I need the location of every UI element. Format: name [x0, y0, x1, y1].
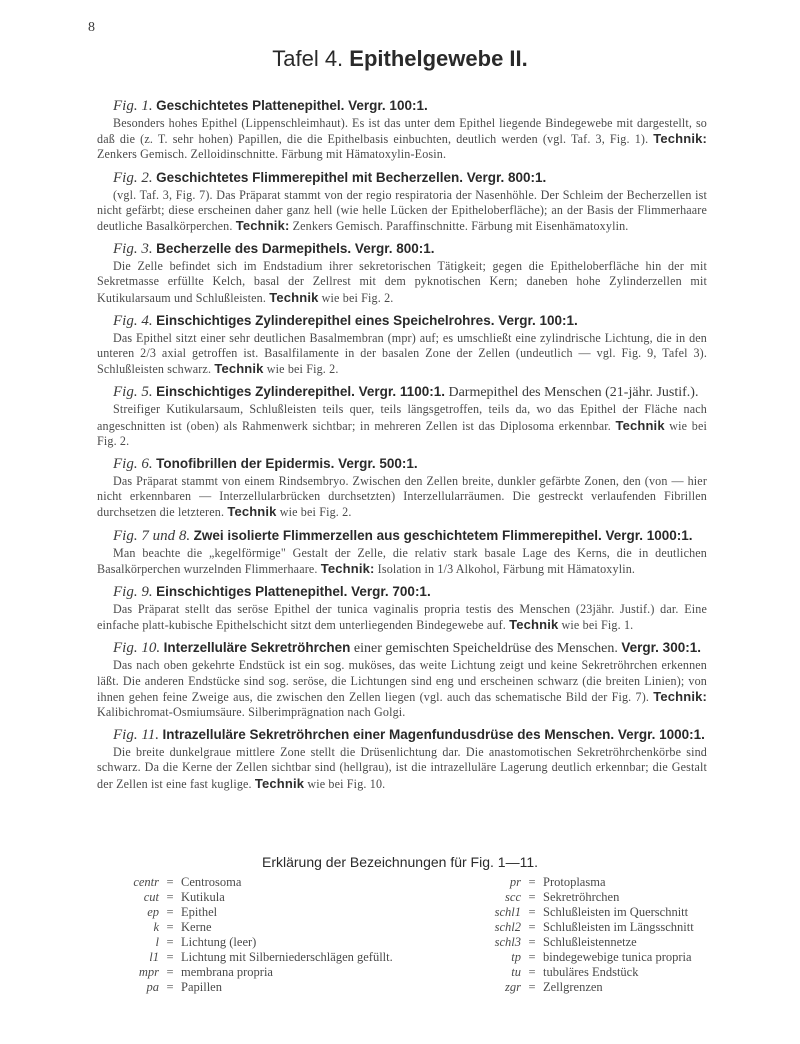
figure-descriptions: [97, 97, 707, 798]
legend-item: l1 = Lichtung mit Silberniederschlägen gefüllt.: [149, 950, 393, 964]
entry-fig-10: [97, 639, 707, 720]
entry-fig-11: [97, 726, 707, 792]
entry-heading: Fig. 2. Geschichtetes Flimmerepithel mit Becherzellen. Vergr. 800:1.: [113, 169, 547, 186]
entry-text: Das Präparat stammt von einem Rindsembryo. Zwischen den Zellen breite, dunkler gefärbte Zonen, den (von — hier nicht erkennbaren — Interzellularbrücken durchsetzten) Interzellularräumen. Die gestreckt verlaufenden Fibrillen durchsetzen die letzteren. Technik wie bei Fig. 2.: [97, 474, 707, 520]
entry-text: Das nach oben gekehrte Endstück ist ein sog. muköses, das weite Lichtung zeigt und keine Sekretröhrchen erkennen läßt. Die anderen Endstücke sind sog. seröse, die Lichtungen sind eng und erscheinen schwarz (die breiten Linien); von ihnen gehen feine Zweige aus, die zwischen den Zellen liegen (vgl. auch das schematische Bild der Fig. 7). Technik: Kalibichromat-Osmiumsäure. Silberimprägnation nach Golgi.: [97, 658, 707, 720]
entry-heading: Fig. 1. Geschichtetes Plattenepithel. Vergr. 100:1.: [113, 98, 428, 114]
entry-fig-7-8: [97, 527, 707, 577]
legend-item: zgr = Zellgrenzen: [505, 980, 603, 994]
entry-heading: Fig. 5. Einschichtiges Zylinderepithel. Vergr. 1100:1. Darmepithel des Menschen (21-jähr. Justif.).: [113, 384, 699, 401]
entry-fig-2: [97, 169, 707, 235]
entry-text: Man beachte die „kegelförmige" Gestalt der Zelle, die relativ stark basale Lage des Kerns, die in deutlichen Basalkörperchen wurzelnden Flimmerhaare. Technik: Isolation in 1/3 Alkohol, Färbung mit Hämatoxylin.: [97, 545, 707, 576]
entry-text: Besonders hohes Epithel (Lippenschleimhaut). Es ist das unter dem Epithel liegende Bindegewebe mit dargestellt, so daß die (z. T. sehr hohen) Papillen, die die Epithelbasis einbuchten, deutlich werden (vgl. Taf. 3, Fig. 1). Technik: Zenkers Gemisch. Zelloidinschnitte. Färbung mit Hämatoxylin-Eosin.: [97, 116, 707, 162]
legend-item: schl3 = Schlußleistennetze: [494, 935, 637, 949]
entry-fig-1: [97, 97, 707, 163]
page-number: 8: [88, 20, 95, 35]
entry-heading: Fig. 10. Interzelluläre Sekretröhrchen einer gemischten Speicheldrüse des Menschen. Vergr. 300:1.: [113, 640, 701, 657]
legend-item: tu = tubuläres Endstück: [511, 965, 639, 979]
entry-fig-4: [97, 312, 707, 378]
entry-text: Das Präparat stellt das seröse Epithel der tunica vaginalis propria testis des Menschen (23jähr. Justif.) dar. Eine einfache platt-kubische Epithelschicht sitzt dem unterliegenden Bindegewebe auf. Technik wie bei Fig. 1.: [97, 602, 707, 633]
entry-heading: Fig. 3. Becherzelle des Darmepithels. Vergr. 800:1.: [113, 241, 435, 258]
entry-text: Die Zelle befindet sich im Endstadium ihrer sekretorischen Tätigkeit; gegen die Epitheloberfläche hin der mit Sekretmasse erfüllte Kelch, basal der Zellrest mit dem pyknotischen Kern; daneben hohe Zylinderzellen mit Kutikularsaum und Schlußleisten. Technik wie bei Fig. 2.: [97, 259, 707, 305]
legend-item: tp = bindegewebige tunica propria: [511, 950, 692, 964]
entry-heading: Fig. 11. Intrazelluläre Sekretröhrchen einer Magenfundusdrüse des Menschen. Vergr. 1000:1.: [113, 727, 705, 744]
legend-title: Erklärung der Bezeichnungen für Fig. 1—11.: [261, 854, 538, 870]
entry-fig-6: [97, 455, 707, 521]
entry-text: Die breite dunkelgraue mittlere Zone stellt die Drüsenlichtung dar. Die anastomotischen Sekretröhrchenkörbe sind schwarz. Da die Kerne der Zellen sichtbar sind (hellgrau), ist die intrazelluläre Lagerung deutlich erkennbar; die Gestalt der Zellen ist eine fast kuglige. Technik wie bei Fig. 10.: [97, 745, 707, 791]
legend-item: k = Kerne: [153, 920, 212, 934]
legend-item: schl1 = Schlußleisten im Querschnitt: [494, 905, 689, 919]
legend-item: pr = Protoplasma: [509, 875, 606, 889]
entry-heading: Fig. 4. Einschichtiges Zylinderepithel eines Speichelrohres. Vergr. 100:1.: [113, 312, 578, 329]
legend-item: pa = Papillen: [146, 980, 222, 994]
legend-item: schl2 = Schlußleisten im Längsschnitt: [494, 920, 694, 934]
legend-item: l = Lichtung (leer): [155, 935, 257, 949]
legend-item: centr = Centrosoma: [133, 875, 242, 889]
entry-fig-9: [97, 583, 707, 633]
entry-fig-5: [97, 383, 707, 449]
entry-fig-3: [97, 240, 707, 306]
legend-right-column: [455, 875, 755, 995]
legend-item: mpr = membrana propria: [138, 965, 273, 979]
entry-text: Das Epithel sitzt einer sehr deutlichen Basalmembran (mpr) auf; es umschließt eine zylindrische Lichtung, die in den unteren 2/3 axial getroffen ist. Basalfilamente in der basalen Zone der Zellen (undeutlich — vgl. Fig. 9, Tafel 3). Schlußleisten schwarz. Technik wie bei Fig. 2.: [97, 330, 707, 377]
entry-heading: Fig. 9. Einschichtiges Plattenepithel. Vergr. 700:1.: [113, 584, 431, 601]
legend-item: ep = Epithel: [147, 905, 218, 919]
entry-heading: Fig. 6. Tonofibrillen der Epidermis. Vergr. 500:1.: [113, 456, 418, 473]
entry-heading: Fig. 7 und 8. Zwei isolierte Flimmerzellen aus geschichtetem Flimmerepithel. Vergr. 1000:1.: [113, 527, 693, 544]
entry-text: (vgl. Taf. 3, Fig. 7). Das Präparat stammt von der regio respiratoria der Nasenhöhle. Der Schleim der Becherzellen ist nicht gefärbt; diese erscheinen daher ganz hell (wie helle Lücken der Epitheloberfläche); an der Basis der Flimmerhaare deutliche Basalkörperchen. Technik: Zenkers Gemisch. Paraffinschnitte. Färbung mit Eisenhämatoxylin.: [97, 187, 707, 234]
legend-item: cut = Kutikula: [143, 890, 225, 904]
page-title: Tafel 4. Epithelgewebe II.: [272, 46, 528, 71]
entry-text: Streifiger Kutikularsaum, Schlußleisten teils quer, teils längsgetroffen, teils da, wo das Epithel der Fläche nach angeschnitten ist (oben) als Rahmenwerk sichtbar; in mehreren Zellen ist das Diplosoma erkennbar. Technik wie bei Fig. 2.: [97, 402, 707, 448]
legend-item: scc = Sekretröhrchen: [505, 890, 620, 904]
legend-left-column: [94, 875, 434, 995]
